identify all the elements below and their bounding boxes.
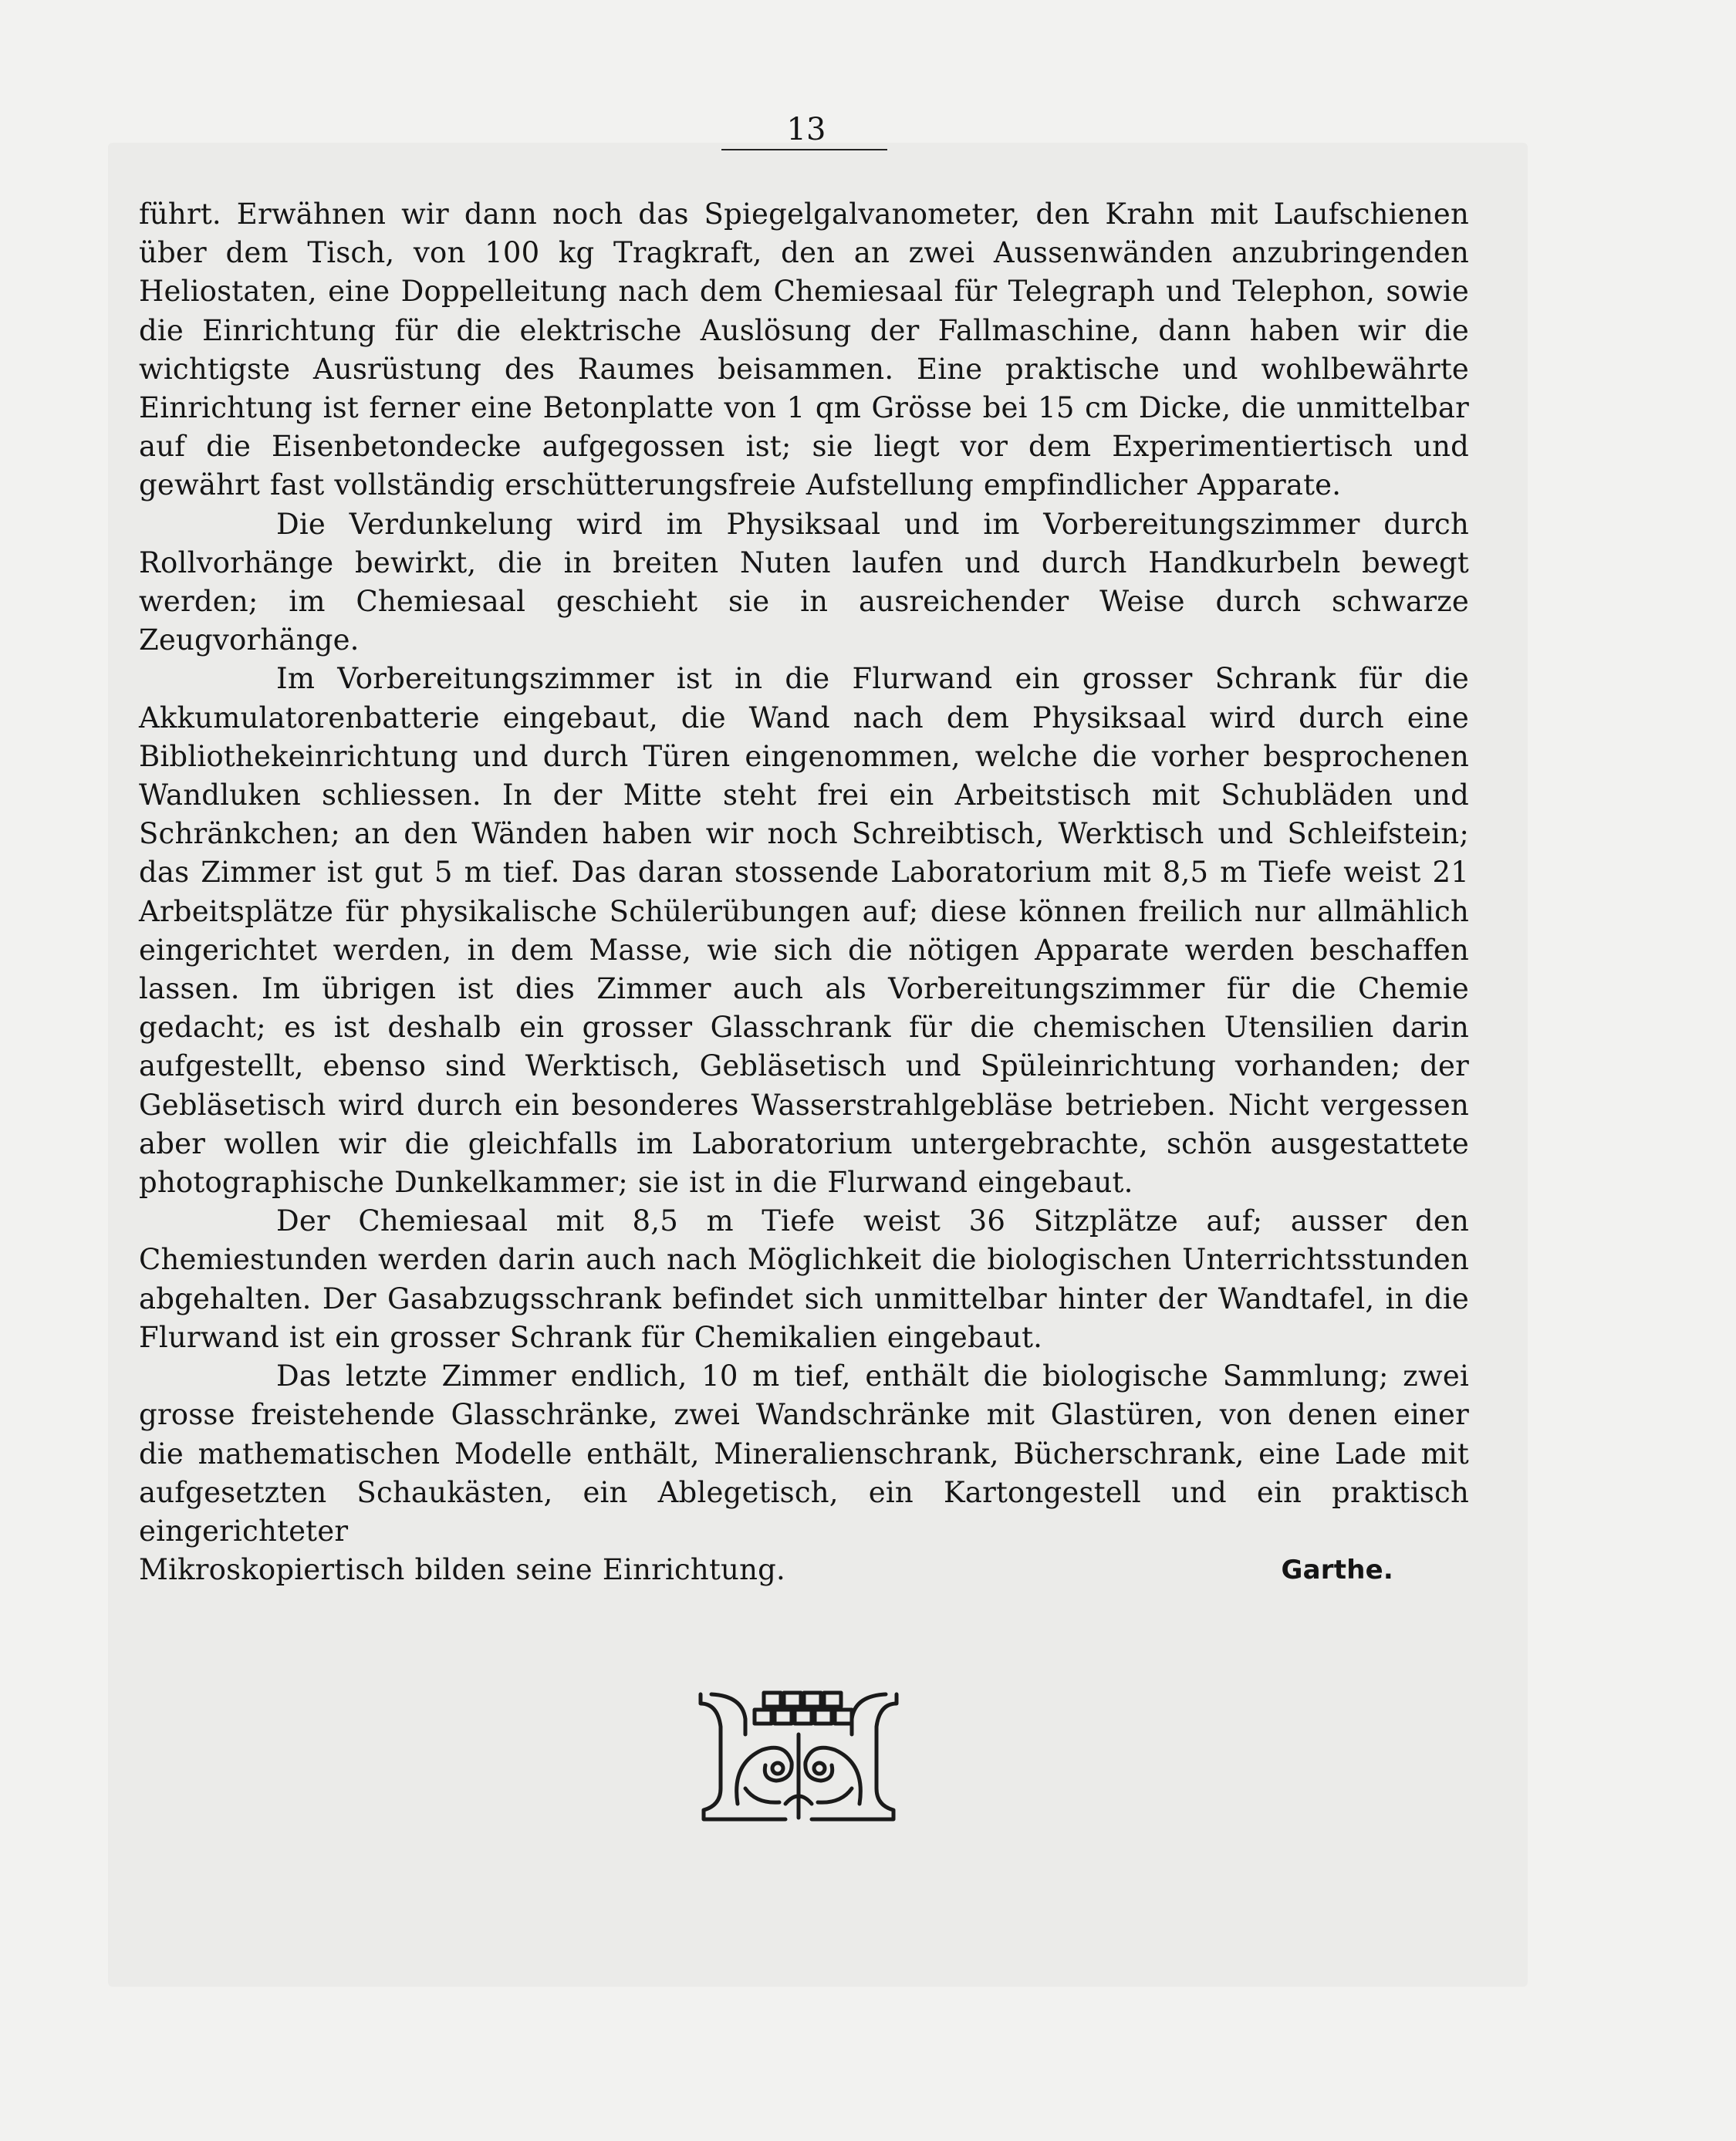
body-text (139, 195, 1469, 1589)
author-signature: Garthe. (1281, 1555, 1393, 1586)
page-number: 13 (786, 112, 826, 147)
closing-text: Mikroskopiertisch bilden seine Einrichtung. (139, 1553, 785, 1587)
paragraph: Die Verdunkelung wird im Physiksaal und im Vorbereitungszimmer durch Rollvorhänge bewirkt, die in breiten Nuten laufen und durch Handkurbeln bewegt werden; im Chemiesaal geschieht sie in ausreichender Weise durch schwarze Zeugvorhänge. (139, 507, 1469, 657)
paragraph: Das letzte Zimmer endlich, 10 m tief, enthält die biologische Sammlung; zwei grosse freistehende Glasschränke, zwei Wandschränke mit Glastüren, von denen einer die mathematischen Modelle enthält, Mineralienschrank, Bücherschrank, eine Lade mit aufgesetzten Schaukästen, ein Ablegetisch, ein Kartongestell und ein praktisch eingerichteter (139, 1359, 1469, 1548)
paragraph: Im Vorbereitungszimmer ist in die Flurwand ein grosser Schrank für die Akkumulatorenbatterie eingebaut, die Wand nach dem Physiksaal wird durch eine Bibliothekeinrichtung und durch Türen eingenommen, welche die vorher besprochenen Wandluken schliessen. In der Mitte steht frei ein Arbeitstisch mit Schubläden und Schränkchen; an den Wänden haben wir noch Schreibtisch, Werktisch und Schleifstein; das Zimmer ist gut 5 m tief. Das daran stossende Laboratorium mit 8,5 m Tiefe weist 21 Arbeitsplätze für physikalische Schülerübungen auf; diese können freilich nur allmählich eingerichtet werden, in dem Masse, wie sich die nötigen Apparate werden beschaffen lassen. Im übrigen ist dies Zimmer auch als Vorbereitungszimmer für die Chemie gedacht; es ist deshalb ein grosser Glasschrank für die chemischen Utensilien darin aufgestellt, ebenso sind Werktisch, Gebläsetisch und Spüleinrichtung vorhanden; der Gebläsetisch wird durch ein besonderes Wasserstrahlgebläse betrieben. Nicht vergessen aber wollen wir die gleichfalls im Laboratorium untergebrachte, schön ausgestattete photographische Dunkelkammer; sie ist in die Flurwand eingebaut. (139, 662, 1469, 1200)
art-nouveau-vignette-icon (694, 1688, 903, 1823)
closing-line (139, 1551, 1469, 1589)
paragraph: Der Chemiesaal mit 8,5 m Tiefe weist 36 Sitzplätze auf; ausser den Chemiestunden werden darin auch nach Möglichkeit die biologischen Unterrichtsstunden abgehalten. Der Gasabzugsschrank befindet sich unmittelbar hinter der Wandtafel, in die Flurwand ist ein grosser Schrank für Chemikalien eingebaut. (139, 1204, 1469, 1354)
paragraph: führt. Erwähnen wir dann noch das Spiegelgalvanometer, den Krahn mit Laufschienen über dem Tisch, von 100 kg Tragkraft, den an zwei Aussenwänden anzubringenden Heliostaten, eine Doppelleitung nach dem Chemiesaal für Telegraph und Telephon, sowie die Einrichtung für die elektrische Auslösung der Fallmaschine, dann haben wir die wichtigste Ausrüstung des Raumes beisammen. Eine praktische und wohlbewährte Einrichtung ist ferner eine Betonplatte von 1 qm Grösse bei 15 cm Dicke, die unmittelbar auf die Eisenbetondecke aufgegossen ist; sie liegt vor dem Experimentiertisch und gewährt fast vollständig erschütterungsfreie Aufstellung empfindlicher Apparate. (139, 198, 1469, 502)
page-number-rule (721, 149, 887, 150)
